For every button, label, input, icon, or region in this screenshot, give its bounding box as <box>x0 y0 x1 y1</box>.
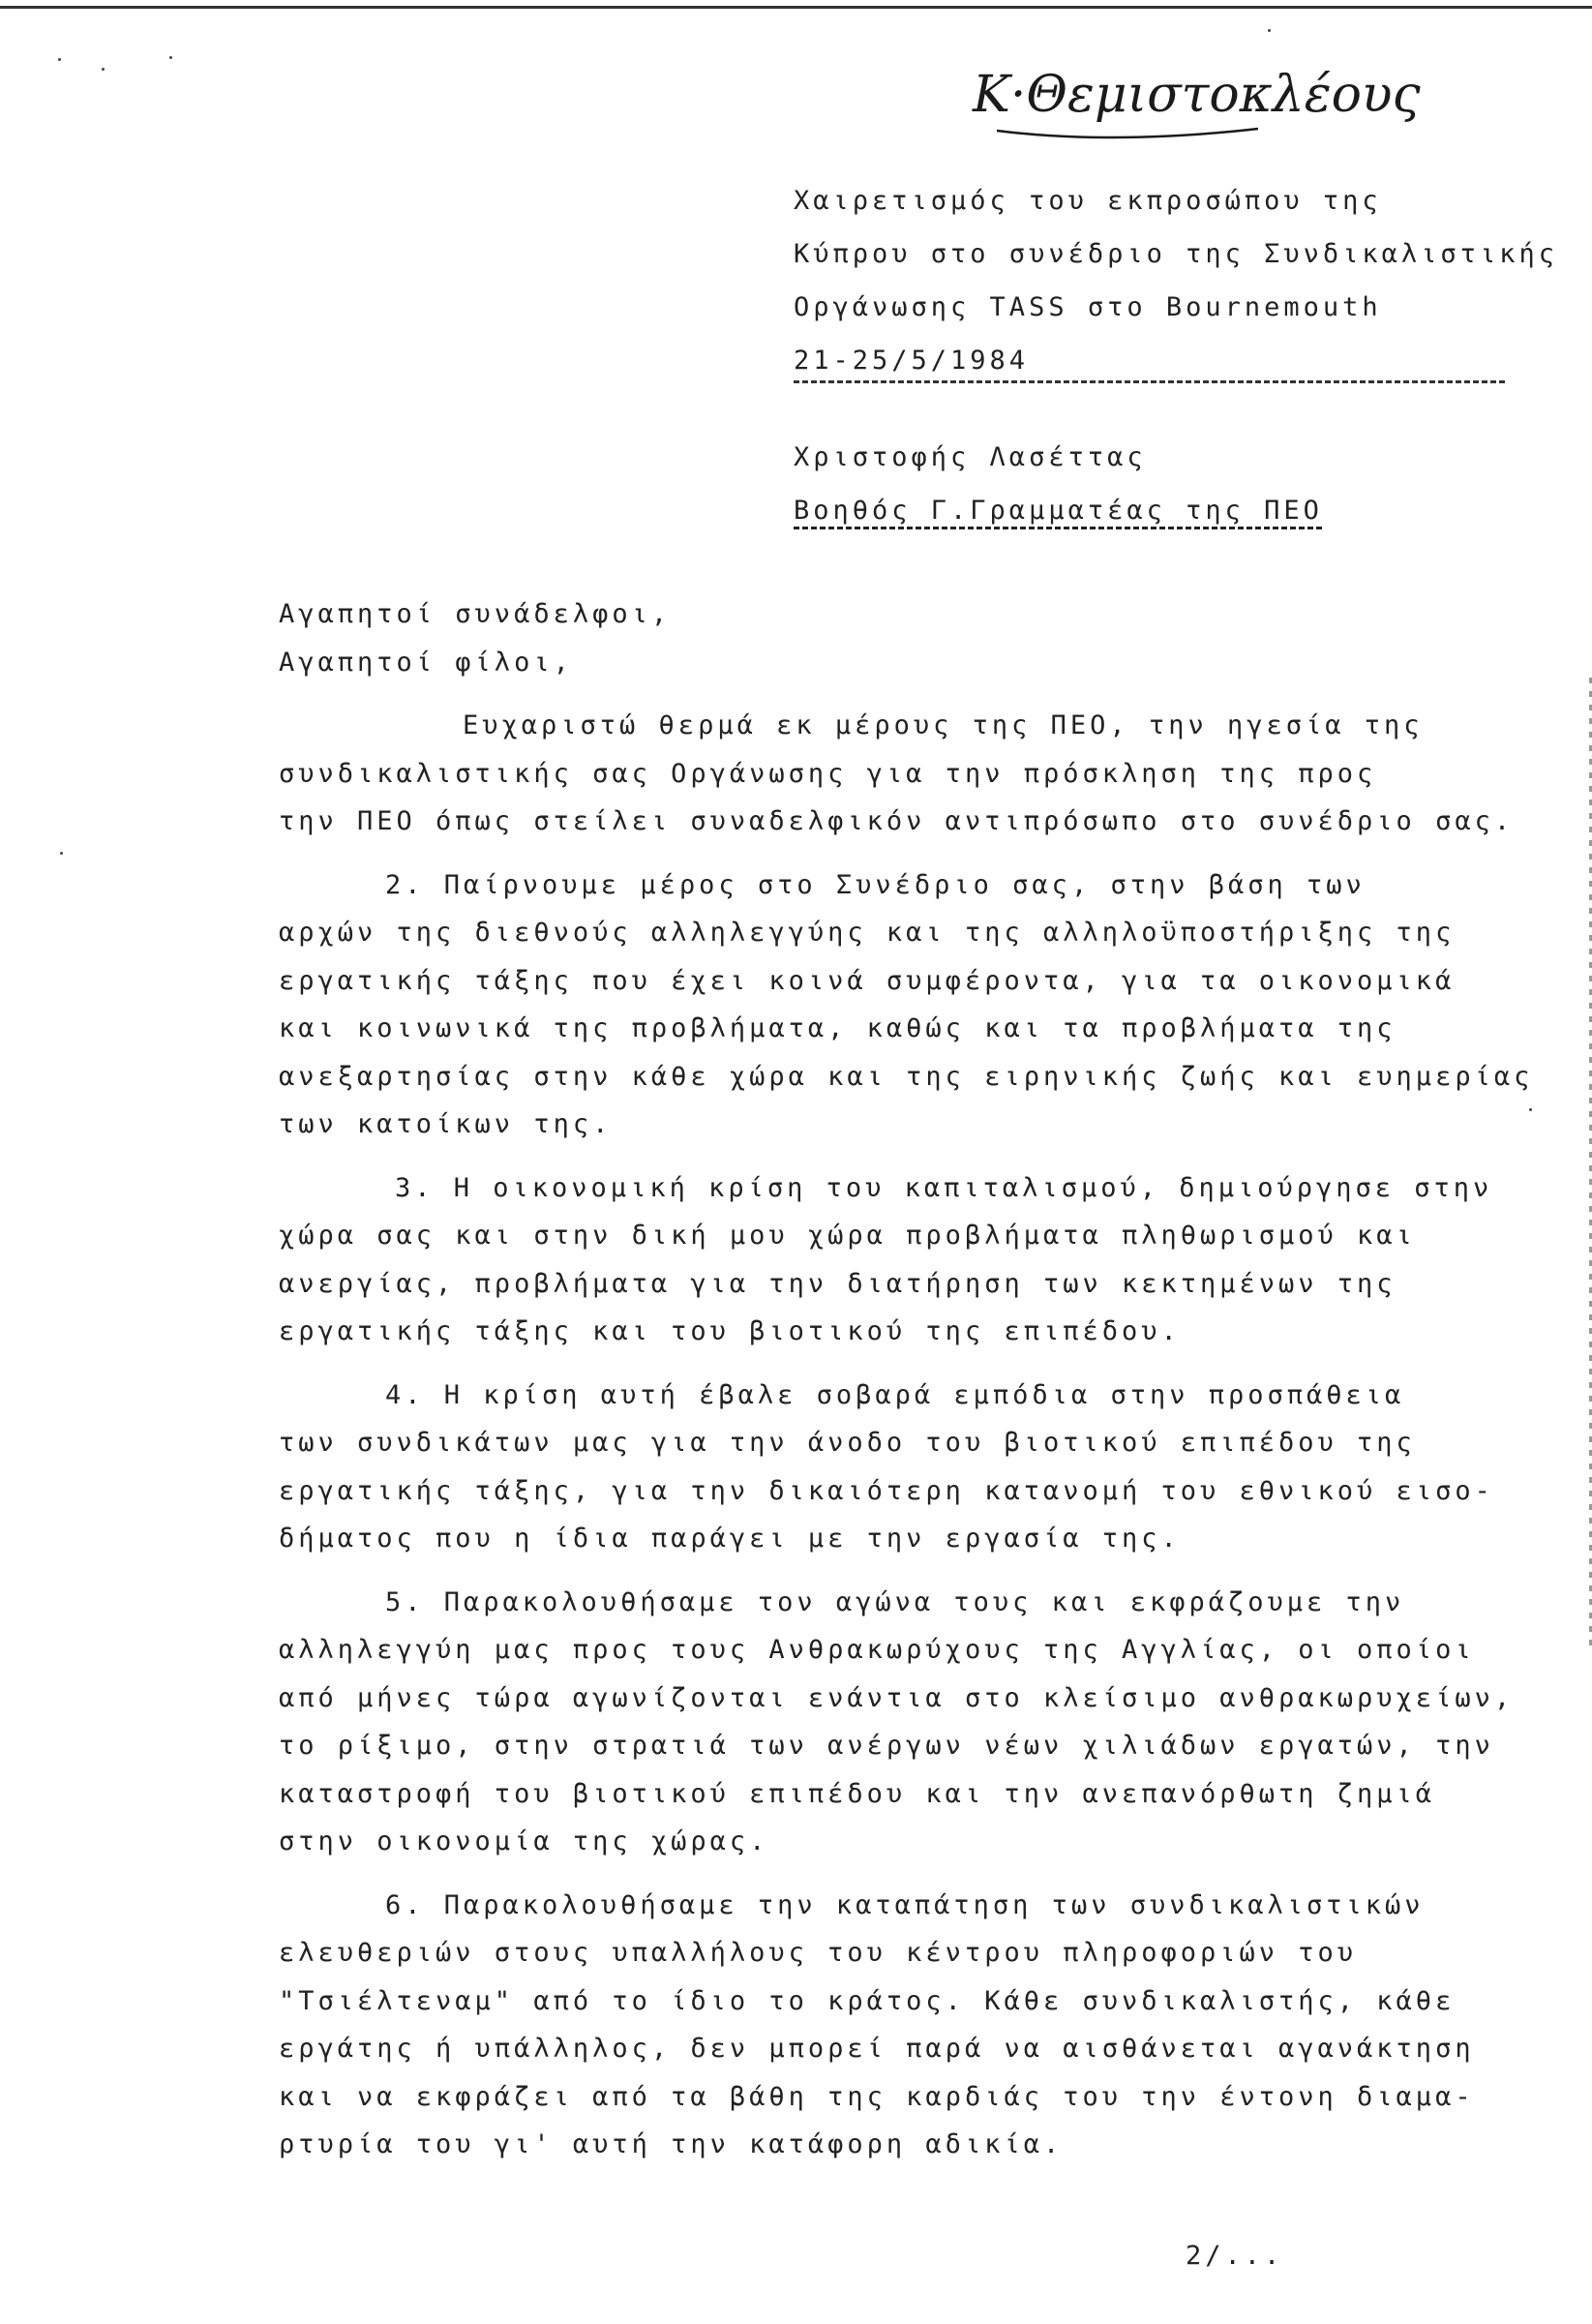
document-date: 21-25/5/1984 <box>794 334 1505 383</box>
paragraph-line: δήματος που η ίδια παράγει με την εργασία της. <box>279 1524 1181 1554</box>
paragraph-line: αλληλεγγύη μας προς τους Ανθρακωρύχους της Αγγλίας, οι οποίοι <box>279 1635 1475 1665</box>
paragraph-line: 4. Η κρίση αυτή έβαλε σοβαρά εμπόδια στην προσπάθεια <box>385 1379 1405 1410</box>
paragraph-line: χώρα σας και στην δική μου χώρα προβλήματα πληθωρισμού και <box>279 1221 1416 1251</box>
scan-speck <box>169 56 172 59</box>
paragraph-line: και κοινωνικά της προβλήματα, καθώς και τα προβλήματα της <box>279 1013 1397 1043</box>
handwritten-signature <box>968 53 1421 160</box>
paragraph-line: το ρίξιμο, στην στρατιά των ανέργων νέων χιλιάδων εργατών, την <box>279 1731 1494 1761</box>
svg-text:Κ·Θεμιστοκλέους: Κ·Θεμιστοκλέους <box>973 66 1421 124</box>
document-header <box>794 174 1568 383</box>
page-continuation-marker: 2/... <box>1186 2241 1284 2271</box>
paragraph-line: εργάτης ή υπάλληλος, δεν μπορεί παρά να αισθάνεται αγανάκτηση <box>279 2034 1475 2064</box>
paragraph-line: ρτυρία του γι' αυτή την κατάφορη αδικία. <box>279 2129 1064 2159</box>
paragraph-line: 3. Η οικονομική κρίση του καπιταλισμού, δημιούργησε στην <box>395 1172 1493 1203</box>
signature-graphic <box>968 53 1421 160</box>
scan-speck <box>58 58 61 61</box>
author-title: Βοηθός Γ.Γραμματέας της ΠΕΟ <box>794 496 1323 526</box>
paragraph-line: 2. Παίρνουμε μέρος στο Συνέδριο σας, στην βάση των <box>385 869 1366 900</box>
paragraph-line: ελευθεριών στους υπαλλήλους του κέντρου πληροφοριών του <box>279 1938 1358 1968</box>
paragraph-line: εργατικής τάξης και του βιοτικού της επιπέδου. <box>279 1316 1181 1346</box>
paragraph-line: ανεργίας, προβλήματα για την διατήρηση των κεκτημένων της <box>279 1268 1397 1299</box>
header-line: Χαιρετισμός του εκπροσώπου της <box>794 186 1382 216</box>
paragraph-line: και να εκφράζει από τα βάθη της καρδιάς του την έντονη διαμα- <box>279 2081 1475 2112</box>
salutation-line: Αγαπητοί συνάδελφοι, <box>279 599 672 629</box>
scan-speck <box>60 852 63 855</box>
paragraph-line: την ΠΕΟ όπως στείλει συναδελφικόν αντιπρόσωπο στο συνέδριο σας. <box>279 806 1515 836</box>
paragraph-line: ανεξαρτησίας στην κάθε χώρα και της ειρηνικής ζωής και ευημερίας <box>279 1061 1534 1092</box>
author-block <box>794 431 1568 537</box>
salutation-line: Αγαπητοί φίλοι, <box>279 647 573 678</box>
paragraph-line: αρχών της διεθνούς αλληλεγγύης και της αλληλοϋποστήριξης της <box>279 918 1456 948</box>
paragraph-line: καταστροφή του βιοτικού επιπέδου και την ανεπανόρθωτη ζημιά <box>279 1778 1436 1809</box>
header-line: Οργάνωσης TASS στο Bournemouth <box>794 292 1382 322</box>
letter-body <box>279 590 1537 2169</box>
paragraph-line: των συνδικάτων μας για την άνοδο του βιοτικού επιπέδου της <box>279 1428 1416 1458</box>
top-border-line <box>0 6 1592 9</box>
paragraph-line: εργατικής τάξης που έχει κοινά συμφέροντα, για τα οικονομικά <box>279 965 1456 996</box>
paragraph-line: των κατοίκων της. <box>279 1109 613 1139</box>
paragraph-line: στην οικονομία της χώρας. <box>279 1826 769 1856</box>
paragraph-line: από μήνες τώρα αγωνίζονται ενάντια στο κλείσιμο ανθρακωρυχείων, <box>279 1682 1515 1713</box>
paragraph-line: Ευχαριστώ θερμά εκ μέρους της ΠΕΟ, την ηγεσία της <box>463 710 1424 740</box>
author-name: Χριστοφής Λασέττας <box>794 442 1147 472</box>
paragraph-line: 5. Παρακολουθήσαμε τον αγώνα τους και εκφράζουμε την <box>385 1586 1405 1617</box>
header-line: Κύπρου στο συνέδριο της Συνδικαλιστικής <box>794 239 1558 269</box>
paragraph-line: "Τσιέλτεναμ" από το ίδιο το κράτος. Κάθε συνδικαλιστής, κάθε <box>279 1985 1456 2016</box>
paragraph-line: 6. Παρακολουθήσαμε την καταπάτηση των συνδικαλιστικών <box>385 1889 1425 1920</box>
scan-speck <box>102 68 105 71</box>
paragraph-line: συνδικαλιστικής σας Οργάνωσης για την πρόσκληση της προς <box>279 758 1377 789</box>
paragraph-line: εργατικής τάξης, για την δικαιότερη κατανομή του εθνικού εισο- <box>279 1475 1494 1506</box>
scan-speck <box>1268 29 1271 32</box>
